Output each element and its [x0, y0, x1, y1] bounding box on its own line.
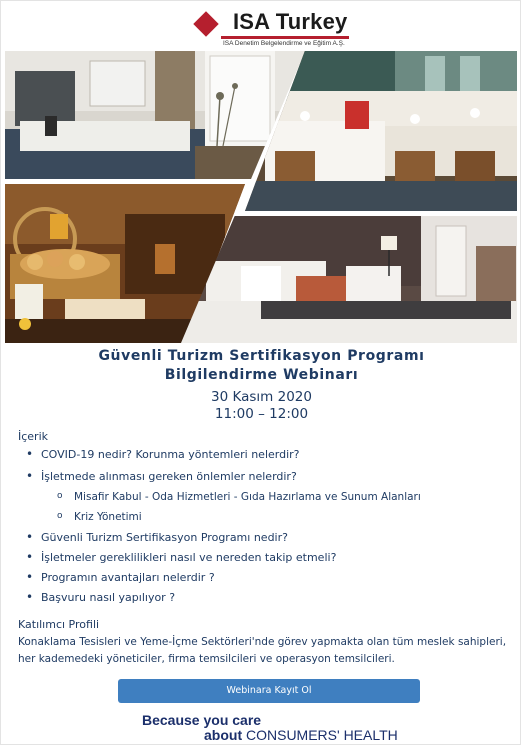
isa-turkey-logo[interactable]: [193, 9, 363, 45]
list-subitem: o Misafir Kabul - Oda Hizmetleri - Gıda Hazırlama ve Sunum Alanları: [74, 491, 421, 503]
webinar-date: 30 Kasım 2020: [211, 389, 312, 405]
list-subitem: o Kriz Yönetimi: [74, 511, 142, 523]
slogan-rest: CONSUMERS' HEALTH: [246, 727, 398, 743]
logo-diamond-icon: [193, 11, 218, 36]
webinar-time: 11:00 – 12:00: [214, 406, 309, 422]
participant-profile-text: [18, 634, 513, 668]
logo-underline: [221, 36, 349, 39]
webinar-title-line2: Bilgilendirme Webinarı: [164, 367, 359, 383]
participant-profile-heading: Katılımcı Profili: [18, 618, 100, 631]
webinar-title-line1: Güvenli Turizm Sertifikasyon Programı: [98, 348, 425, 364]
list-item: • İşletmeler gereklilikleri nasıl ve nereden takip etmeli?: [41, 551, 336, 564]
logo-subtitle: ISA Denetim Belgelendirme ve Eğitim A.Ş.: [223, 40, 345, 47]
slogan-about: about: [204, 727, 243, 743]
profile-line2: her kademedeki yöneticiler, firma temsilcileri ve operasyon temsilcileri.: [18, 653, 395, 665]
slogan-line2: [204, 727, 398, 743]
profile-line1: Konaklama Tesisleri ve Yeme-İçme Sektörleri'nde görev yapmakta olan tüm meslek sahipleri,: [18, 636, 507, 648]
hotel-bed-photo: [181, 216, 517, 343]
list-item: • İşletmede alınması gereken önlemler nelerdir?: [41, 470, 297, 483]
content-heading: İçerik: [18, 430, 49, 443]
hotel-photo-collage: [5, 51, 517, 343]
list-item: • Programın avantajları nelerdir ?: [41, 571, 215, 584]
list-item: • COVID-19 nedir? Korunma yöntemleri nelerdir?: [41, 448, 300, 461]
logo-brand-text: ISA Turkey: [233, 9, 348, 34]
hotel-room-photo: [5, 51, 305, 179]
webinar-register-button[interactable]: Webinara Kayıt Ol: [118, 679, 420, 703]
slogan-line1: Because you care: [142, 712, 262, 728]
list-item: • Güvenli Turizm Sertifikasyon Programı nedir?: [41, 531, 288, 544]
list-item: • Başvuru nasıl yapılıyor ?: [41, 591, 175, 604]
